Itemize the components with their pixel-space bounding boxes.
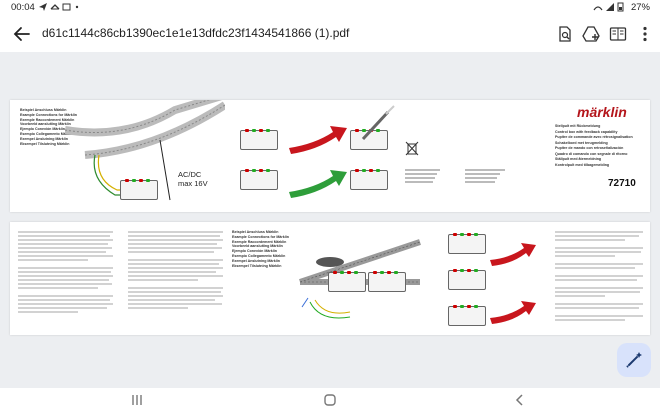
led-green xyxy=(460,233,464,236)
led-green xyxy=(266,169,270,172)
led-green xyxy=(394,271,398,274)
control-box-2 xyxy=(240,130,278,150)
control-box-5 xyxy=(350,170,388,190)
power-spec xyxy=(178,170,208,188)
product-title-list xyxy=(555,124,645,168)
annotate-button[interactable] xyxy=(617,343,651,377)
home-icon[interactable] xyxy=(323,393,337,407)
led-green xyxy=(362,169,366,172)
header-line: Ejemplo Conexión Märklin xyxy=(20,127,65,132)
led-green xyxy=(146,179,150,182)
pdf-viewer[interactable] xyxy=(0,52,660,388)
power-label-max: max 16V xyxy=(178,179,208,188)
back-nav-icon[interactable] xyxy=(513,393,527,407)
control-box-6 xyxy=(328,272,366,292)
product-line: Control box with feedback capability xyxy=(555,129,618,134)
article-number: 72710 xyxy=(608,178,636,189)
led-green xyxy=(376,169,380,172)
header-line: Ejemplo Conexión Märklin xyxy=(232,249,277,254)
search-document-icon[interactable] xyxy=(556,25,574,43)
header-line: Beispiel Anschluss Märklin xyxy=(232,230,279,234)
led-red xyxy=(245,129,249,132)
more-options-icon[interactable] xyxy=(636,25,654,43)
led-green xyxy=(380,271,384,274)
app-bar xyxy=(0,16,660,52)
page2-body-text xyxy=(18,228,228,328)
back-arrow-icon[interactable] xyxy=(12,24,32,44)
page2-side-text xyxy=(555,228,645,328)
led-green xyxy=(460,269,464,272)
control-box-10 xyxy=(448,306,486,326)
product-line: Pupitre de mando con retroseñalización xyxy=(555,146,624,150)
page2-arrows xyxy=(488,230,548,330)
led-red xyxy=(259,169,263,172)
led-green xyxy=(474,233,478,236)
control-box-9 xyxy=(448,270,486,290)
header-line: Example Connections for Märklin xyxy=(20,112,77,117)
screwdriver-icon xyxy=(358,104,398,144)
brand-logo: märklin xyxy=(577,104,627,120)
address-text-lines xyxy=(405,168,565,190)
status-bar xyxy=(0,0,660,16)
led-green xyxy=(252,129,256,132)
arrow-illustrations xyxy=(285,120,360,210)
reading-mode-icon[interactable] xyxy=(609,25,627,43)
led-red xyxy=(373,271,377,274)
control-box-3 xyxy=(240,170,278,190)
led-red xyxy=(467,305,471,308)
weee-disposal-icon xyxy=(405,140,419,156)
led-green xyxy=(132,179,136,182)
led-red xyxy=(453,233,457,236)
header-line: Eksempel Tilslutning Märklin xyxy=(232,263,282,268)
header-line: Example Connections for Märklin xyxy=(232,234,289,239)
led-green xyxy=(340,271,344,274)
header-line: Exempel Anslutning Märklin xyxy=(232,258,280,263)
product-line: Stellpult mit Rückmeldung xyxy=(555,124,601,128)
control-box-1 xyxy=(120,180,158,200)
header-line: Beispiel Anschluss Märklin xyxy=(20,108,67,112)
pdf-page-1 xyxy=(10,100,650,212)
led-green xyxy=(266,129,270,132)
led-red xyxy=(467,269,471,272)
signal-icons xyxy=(592,2,628,12)
product-line: Ställpult med återmeldning xyxy=(555,157,602,161)
control-box-8 xyxy=(448,234,486,254)
notification-icons-svg xyxy=(38,2,82,12)
status-time: 00:04 xyxy=(11,2,35,13)
drive-upload-icon[interactable] xyxy=(582,25,600,43)
header-line: Voorbeeld aansluiting Märklin xyxy=(20,122,71,127)
led-red xyxy=(333,271,337,274)
document-title: d61c1144c86cb1390ec1e1e13dfdc23f1434541866 (1).pdf xyxy=(42,26,350,40)
led-green xyxy=(474,269,478,272)
led-green xyxy=(474,305,478,308)
product-line: Schakelbord met terugmelding xyxy=(555,140,608,145)
led-red xyxy=(467,233,471,236)
recent-apps-icon[interactable] xyxy=(130,393,144,407)
led-red xyxy=(347,271,351,274)
led-red xyxy=(259,129,263,132)
led-red xyxy=(125,179,129,182)
power-label-ac-dc: AC/DC xyxy=(178,170,202,179)
pdf-page-2 xyxy=(10,222,650,335)
product-line: Kontrolpult med tilbagemelding xyxy=(555,162,610,167)
header-line: Exempel Anslutning Märklin xyxy=(20,136,68,141)
header-line: Esempio Collegamento Märklin xyxy=(232,253,286,258)
battery-level: 27% xyxy=(630,2,650,13)
header-line: Voorbeeld aansluiting Märklin xyxy=(232,244,283,249)
product-line: Quadro di comando con segnale di ritorno xyxy=(555,151,628,156)
led-green xyxy=(354,271,358,274)
led-red xyxy=(355,169,359,172)
notification-icons xyxy=(38,2,82,15)
header-line: Exemple Raccordement Märklin xyxy=(232,239,287,244)
header-line: Esempio Collegamento Märklin xyxy=(20,131,74,136)
led-red xyxy=(453,269,457,272)
led-red xyxy=(245,169,249,172)
led-red xyxy=(453,305,457,308)
control-box-7 xyxy=(368,272,406,292)
led-green xyxy=(460,305,464,308)
system-indicators xyxy=(592,2,650,13)
led-green xyxy=(252,169,256,172)
pen-sparkle-icon xyxy=(617,343,651,377)
led-red xyxy=(387,271,391,274)
product-line: Pupitre de commande avec rétrosignalisation xyxy=(555,135,633,139)
header-line: Exemple Raccordement Märklin xyxy=(20,117,75,122)
led-red xyxy=(139,179,143,182)
led-red xyxy=(369,169,373,172)
header-line: Eksempel Tilslutning Märklin xyxy=(20,141,70,146)
navigation-bar xyxy=(0,388,660,413)
